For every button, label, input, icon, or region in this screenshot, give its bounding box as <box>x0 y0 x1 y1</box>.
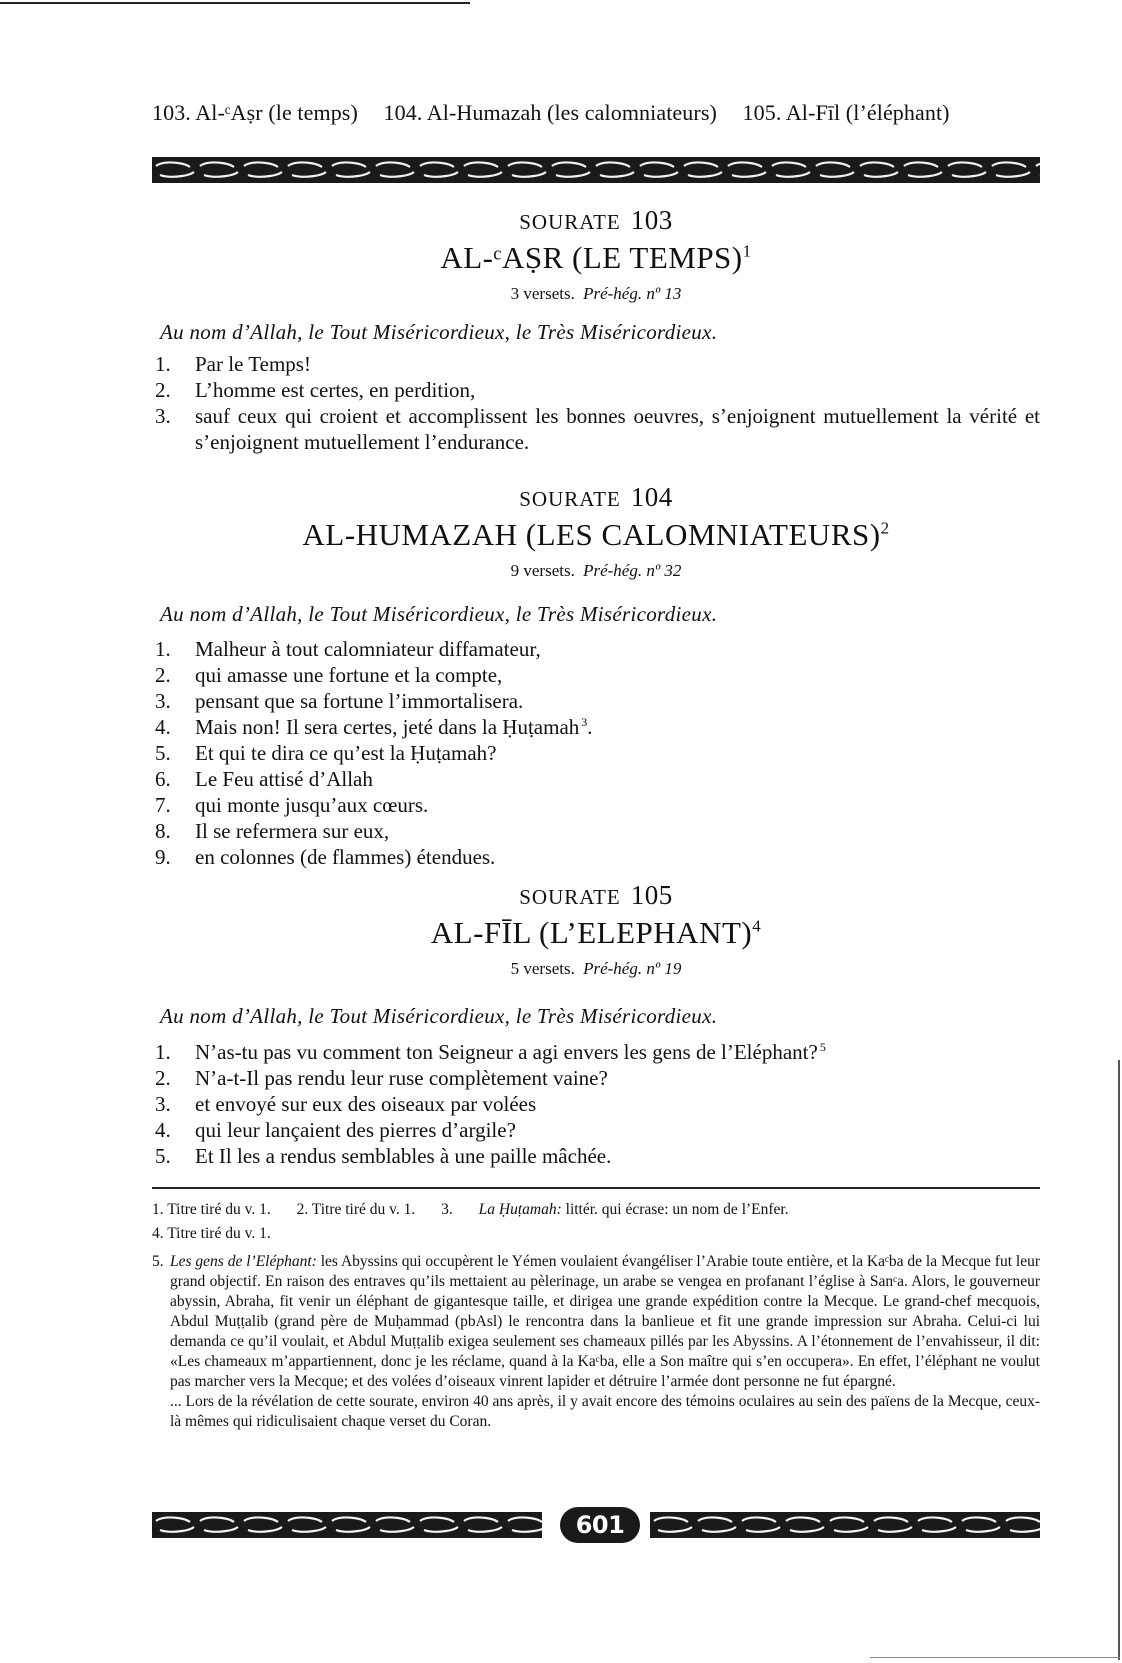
running-head-part-1: 103. Al-ᶜAṣr (le temps) <box>152 100 358 125</box>
verse-text <box>195 1039 1040 1065</box>
sourate-title <box>152 240 1040 276</box>
footnote-rule <box>152 1187 1040 1189</box>
verse-count: 3 versets. <box>510 284 575 303</box>
sourate-103-header <box>152 205 1040 304</box>
sourate-meta <box>152 561 1040 581</box>
verse <box>155 662 1040 688</box>
bottom-rule <box>870 1657 1120 1658</box>
basmala-104: Au nom d’Allah, le Tout Miséricordieux, le Très Miséricordieux. <box>160 602 718 626</box>
verse <box>155 377 1040 403</box>
sourate-meta <box>152 959 1040 979</box>
footnote-2: 2. Titre tiré du v. 1. <box>296 1201 416 1218</box>
sourate-105-header <box>152 880 1040 979</box>
verse-count: 5 versets. <box>510 959 575 978</box>
verse-text: Et qui te dira ce qu’est la Ḥuṭamah? <box>195 741 497 765</box>
prehegire-order: Pré-hég. nº 32 <box>583 561 682 580</box>
footnote-3-text: littér. qui écrase: un nom de l’Enfer. <box>565 1201 789 1218</box>
verse <box>155 844 1040 870</box>
verse-number: 1. <box>155 637 171 661</box>
footnote-1: 1. Titre tiré du v. 1. <box>152 1201 271 1218</box>
verse <box>155 636 1040 662</box>
verse-number: 1. <box>155 352 171 376</box>
footnote-3-num: 3. <box>441 1201 453 1218</box>
verse-text: pensant que sa fortune l’immortalisera. <box>195 689 524 713</box>
footnote-5-term: Les gens de l’Eléphant: <box>170 1253 317 1270</box>
verse <box>155 714 1040 740</box>
sourate-title-text: AL-HUMAZAH (LES CALOMNIATEURS) <box>302 517 881 552</box>
basmala-103: Au nom d’Allah, le Tout Miséricordieux, le Très Miséricordieux. <box>160 320 718 344</box>
footnote-5-text: les Abyssins qui occupèrent le Yémen voulaient évangéliser l’Arabie toute entière, et la Kaᶜba de la Mecque fut leur grand objectif. En raison des entraves qu’ils mettaient au pèlerinage, un arabe se vengea en profanant l’église à Sanᶜa. Alors, le gouverneur abyssin, Abraha, fit venir un éléphant de gigantesque taille, et dirigea une grande expédition contre la Mecque. Le grand-chef mecquois, Abdul Muṭṭalib (grand père de Muḥammad (pbAsl) le rencontra dans la banlieue et fit une grande impression sur Abraha. Celui-ci lui demanda ce qu’il voulait, et Abdul Muṭṭalib exigea seulement ses chameaux pillés par les Abyssins. A l’étonnement de l’envahisseur, il dit: «Les chameaux m’appartiennent, donc je les réclame, quand à la Kaᶜba, elle a Son maître qui s’en occupera». En effet, l’éléphant ne voulut pas marcher vers la Mecque; et des volées d’oiseaux vinrent lapider et détruire l’armée dont personne ne fut épargné. <box>170 1253 1041 1390</box>
sourate-number <box>152 880 1040 911</box>
verse-number: 7. <box>155 793 171 817</box>
sourate-label: SOURATE <box>519 210 621 234</box>
verse-text: et envoyé sur eux des oiseaux par volées <box>195 1092 537 1116</box>
running-head-part-3: 105. Al-Fīl (l’éléphant) <box>742 100 950 125</box>
verse-number: 4. <box>155 1118 171 1142</box>
verse <box>155 688 1040 714</box>
sourate-title-text: AL-ᶜAṢR (LE TEMPS) <box>440 240 743 275</box>
title-note-ref: 4 <box>752 916 762 936</box>
verse-text-main: N’as-tu pas vu comment ton Seigneur a agi envers les gens de l’Eléphant? <box>195 1040 818 1064</box>
verse-number: 6. <box>155 767 171 791</box>
verse-text: L’homme est certes, en perdition, <box>195 378 476 402</box>
verse-number: 5. <box>155 1144 171 1168</box>
verse-text: Et Il les a rendus semblables à une paille mâchée. <box>195 1144 612 1168</box>
ornamental-band-bottom-right <box>650 1512 1040 1538</box>
verse-number: 3. <box>155 404 171 428</box>
verse <box>155 351 1040 377</box>
page-number: 601 <box>560 1507 640 1543</box>
verse <box>155 403 1040 455</box>
running-head <box>152 100 1042 126</box>
verse-number: 5. <box>155 741 171 765</box>
sourate-label: SOURATE <box>519 487 621 511</box>
footnote-3 <box>441 1201 810 1218</box>
sourate-title <box>152 517 1040 553</box>
chain-ornament <box>152 157 1040 183</box>
footnote-3-term: La Ḥuṭamah: <box>478 1201 562 1218</box>
prehegire-order: Pré-hég. nº 13 <box>583 284 682 303</box>
verse <box>155 1117 1040 1143</box>
note-ref: 5 <box>819 1040 826 1054</box>
side-rule <box>1118 1060 1120 1660</box>
footnote-5-num: 5. <box>152 1253 164 1270</box>
sourate-104-header <box>152 482 1040 581</box>
verse-number: 2. <box>155 663 171 687</box>
verse-text: sauf ceux qui croient et accomplissent les bonnes oeuvres, s’enjoignent mutuellement la vérité et s’enjoignent mutuellement l’endurance. <box>195 404 1040 454</box>
sourate-number-value: 105 <box>630 880 673 910</box>
verse-text: qui leur lançaient des pierres d’argile? <box>195 1118 516 1142</box>
title-note-ref: 1 <box>742 241 752 261</box>
sourate-meta <box>152 284 1040 304</box>
verse-count: 9 versets. <box>510 561 575 580</box>
verse-number: 2. <box>155 378 171 402</box>
verse <box>155 792 1040 818</box>
verse-number: 3. <box>155 1092 171 1116</box>
verse-number: 8. <box>155 819 171 843</box>
verse <box>155 1091 1040 1117</box>
footnote-row-1 <box>152 1200 1040 1220</box>
verse-number: 4. <box>155 715 171 739</box>
verse <box>155 818 1040 844</box>
verse-list-105 <box>155 1039 1040 1169</box>
running-head-part-2: 104. Al-Humazah (les calomniateurs) <box>383 100 717 125</box>
verse-text: Malheur à tout calomniateur diffamateur, <box>195 637 541 661</box>
footnote-5-tail: ... Lors de la révélation de cette sourate, environ 40 ans après, il y avait encore des témoins oculaires au sein des païens de la Mecque, ceux-là mêmes qui ridiculisaient chaque verset du Coran. <box>170 1393 1040 1430</box>
verse-text: en colonnes (de flammes) étendues. <box>195 845 496 869</box>
verse-text <box>195 714 1040 740</box>
ornamental-band-top <box>152 157 1040 183</box>
footnote-5 <box>152 1252 1040 1432</box>
verse <box>155 740 1040 766</box>
verse <box>155 1065 1040 1091</box>
verse-text-end: . <box>587 715 593 739</box>
verse-number: 3. <box>155 689 171 713</box>
sourate-number <box>152 205 1040 236</box>
verse-text: qui amasse une fortune et la compte, <box>195 663 503 687</box>
sourate-label: SOURATE <box>519 885 621 909</box>
sourate-number <box>152 482 1040 513</box>
footnote-row-2 <box>152 1224 1040 1244</box>
verse <box>155 766 1040 792</box>
note-ref: 3 <box>581 715 588 729</box>
title-note-ref: 2 <box>880 518 890 538</box>
footnote-4: 4. Titre tiré du v. 1. <box>152 1225 271 1242</box>
sourate-number-value: 104 <box>630 482 673 512</box>
verse-number: 1. <box>155 1040 171 1064</box>
sourate-title <box>152 915 1040 951</box>
prehegire-order: Pré-hég. nº 19 <box>583 959 682 978</box>
verse-text: Il se refermera sur eux, <box>195 819 390 843</box>
basmala-105: Au nom d’Allah, le Tout Miséricordieux, le Très Miséricordieux. <box>160 1004 718 1028</box>
ornamental-band-bottom-left <box>152 1512 542 1538</box>
chain-ornament <box>152 1512 542 1538</box>
verse-number: 2. <box>155 1066 171 1090</box>
sourate-number-value: 103 <box>630 205 673 235</box>
verse-text-main: Mais non! Il sera certes, jeté dans la Ḥuṭamah <box>195 715 580 739</box>
verse <box>155 1143 1040 1169</box>
chain-ornament <box>650 1512 1040 1538</box>
verse-list-103 <box>155 351 1040 455</box>
verse-number: 9. <box>155 845 171 869</box>
verse-text: Par le Temps! <box>195 352 311 376</box>
sourate-title-text: AL-FĪL (L’ELEPHANT) <box>430 915 753 950</box>
verse <box>155 1039 1040 1065</box>
top-rule <box>0 2 470 4</box>
verse-text: N’a-t-Il pas rendu leur ruse complètement vaine? <box>195 1066 608 1090</box>
footnotes <box>152 1200 1040 1432</box>
verse-text: qui monte jusqu’aux cœurs. <box>195 793 429 817</box>
verse-text: Le Feu attisé d’Allah <box>195 767 373 791</box>
verse-list-104 <box>155 636 1040 870</box>
